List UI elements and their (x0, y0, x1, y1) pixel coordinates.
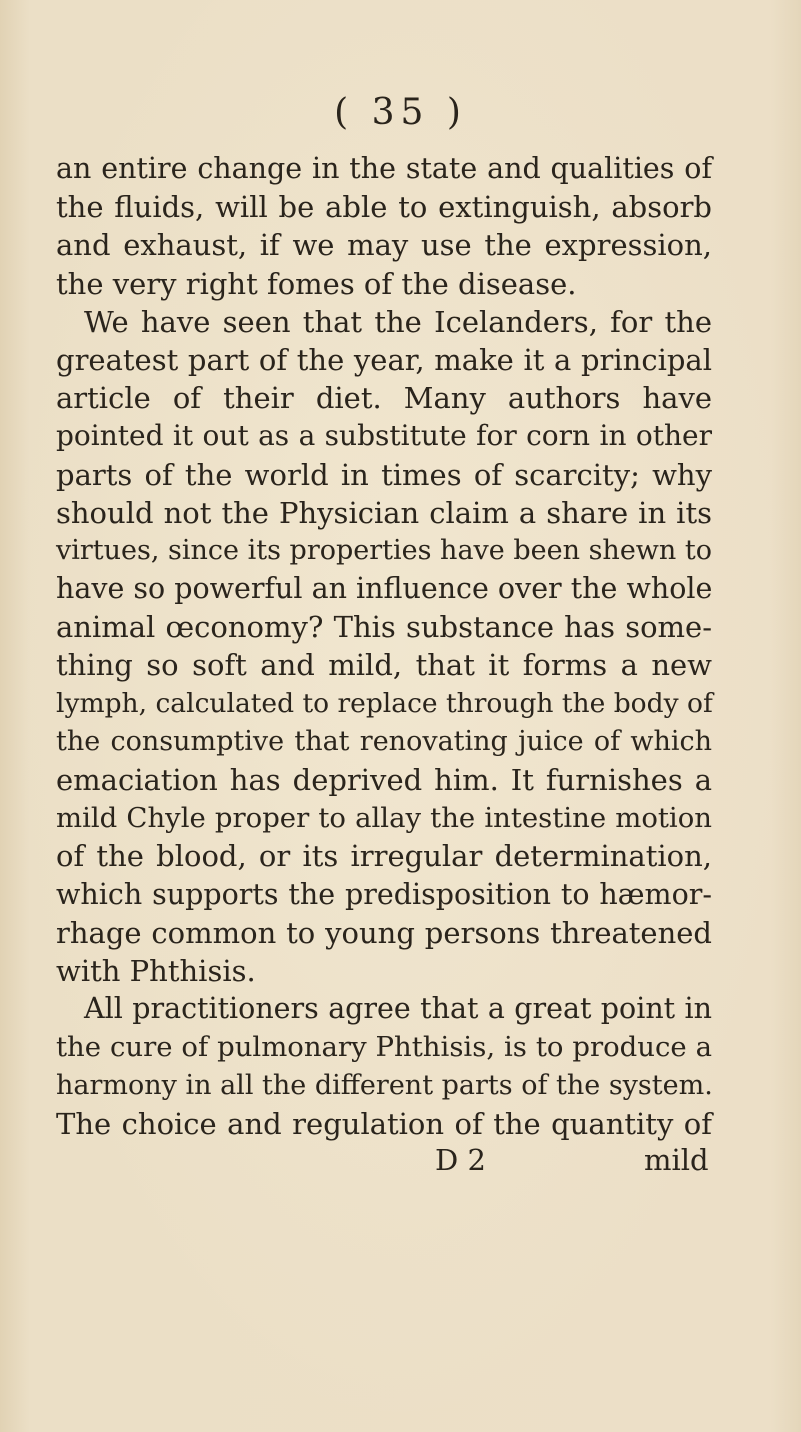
text-line: article of their diet. Many authors have (56, 381, 712, 416)
body-text (56, 150, 712, 1143)
text-line: The choice and regulation of the quantity of (56, 1106, 712, 1141)
text-line: of the blood, or its irregular determination, (56, 839, 712, 874)
page-number: ( 35 ) (334, 92, 467, 133)
text-line: the very right fomes of the disease. (56, 266, 577, 301)
text-line: have so powerful an influence over the whole (56, 572, 713, 606)
text-line: greatest part of the year, make it a principal (56, 342, 712, 377)
text-line: should not the Physician claim a share in its (56, 495, 712, 530)
text-line: mild Chyle proper to allay the intestine motion (56, 802, 712, 835)
text-line: parts of the world in times of scarcity; why (56, 457, 712, 492)
text-line: and exhaust, if we may use the expression, (56, 228, 712, 263)
text-line: lymph, calculated to replace through the body of (56, 687, 713, 719)
text-line: animal œconomy? This substance has some- (56, 610, 712, 645)
text-line: the fluids, will be able to extinguish, absorb (56, 190, 712, 225)
catch-line (0, 1143, 801, 1181)
text-line: with Phthisis. (56, 953, 256, 988)
text-line: virtues, since its properties have been shewn to (56, 534, 712, 566)
text-line: pointed it out as a substitute for corn in other (56, 419, 712, 453)
text-line: emaciation has deprived him. It furnishes a (56, 763, 712, 797)
text-line: the consumptive that renovating juice of which (56, 725, 712, 757)
text-line: All practitioners agree that a great point in (84, 992, 712, 1026)
text-line: the cure of pulmonary Phthisis, is to produce a (56, 1031, 712, 1064)
signature-mark: D 2 (435, 1143, 486, 1177)
text-line: We have seen that the Icelanders, for the (84, 304, 712, 339)
text-line: an entire change in the state and qualities of (56, 152, 712, 185)
text-line: harmony in all the different parts of the system. (56, 1069, 713, 1101)
catchword: mild (644, 1143, 709, 1177)
text-line: rhage common to young persons threatened (56, 915, 712, 950)
text-line: which supports the predisposition to hæmor- (56, 877, 712, 911)
text-line: thing so soft and mild, that it forms a new (56, 648, 712, 683)
